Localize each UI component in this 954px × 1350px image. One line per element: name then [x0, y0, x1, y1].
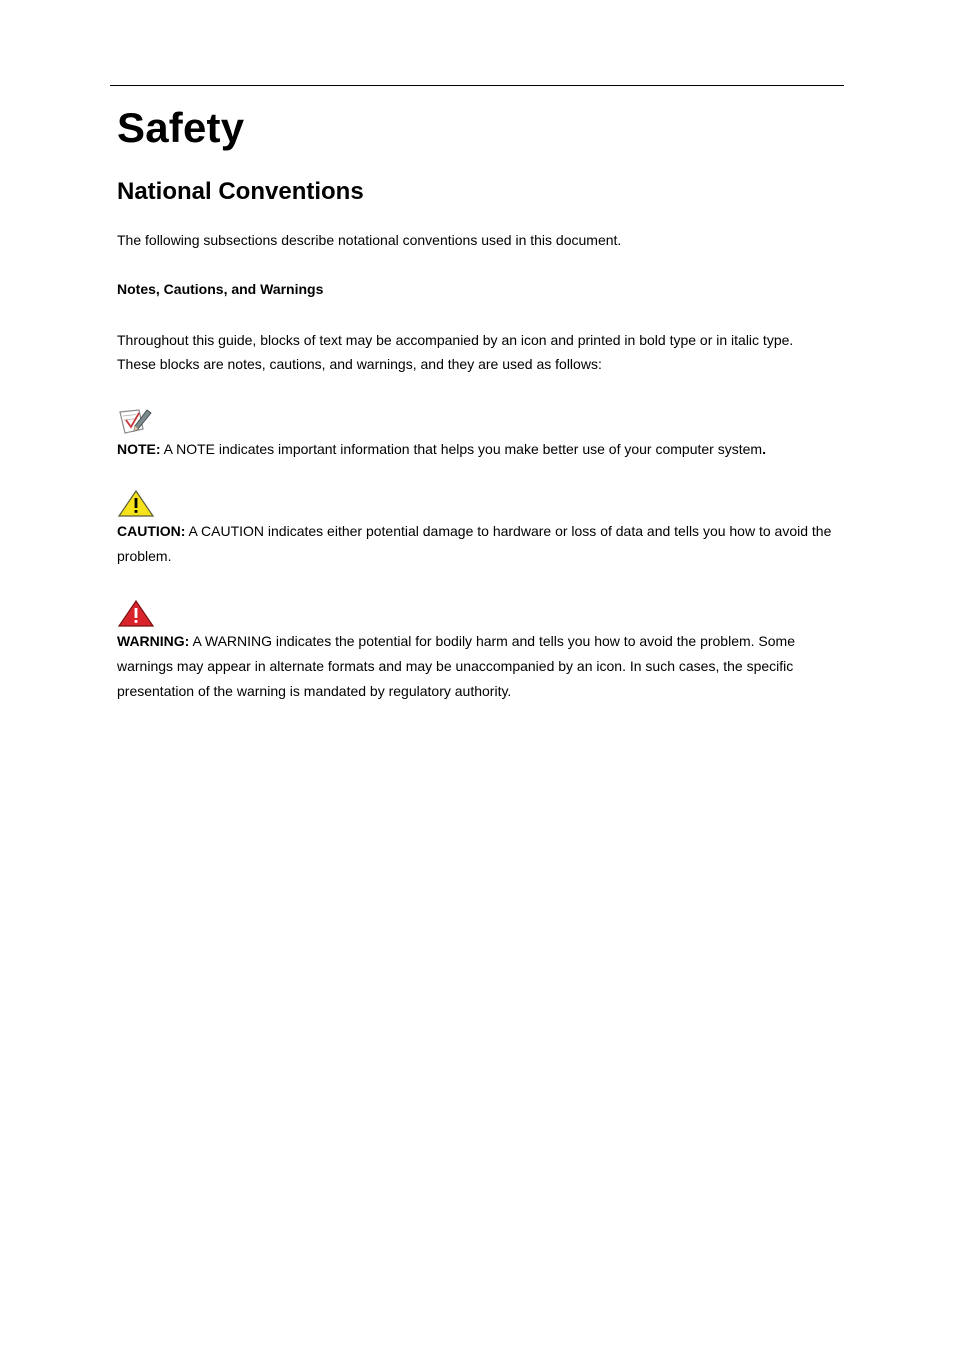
page-content	[117, 100, 852, 704]
warning-text	[117, 629, 852, 704]
caution-triangle-icon	[117, 489, 155, 519]
section-title: National Conventions	[117, 178, 364, 205]
page-title: Safety	[117, 104, 245, 151]
subsection-heading: Notes, Cautions, and Warnings	[117, 281, 324, 297]
note-block	[117, 407, 852, 462]
caution-label: CAUTION:	[117, 523, 186, 539]
note-body: A NOTE indicates important information that helps you make better use of your computer system	[160, 441, 763, 457]
conventions-line-1: Throughout this guide, blocks of text may be accompanied by an icon and printed in bold type or in italic type.	[117, 332, 794, 348]
intro-paragraph: The following subsections describe notational conventions used in this document.	[117, 232, 622, 248]
warning-block	[117, 599, 852, 704]
warning-label: WARNING:	[117, 633, 190, 649]
caution-block	[117, 489, 852, 569]
caution-body: A CAUTION indicates either potential damage to hardware or loss of data and tells you how to avoid the problem.	[117, 523, 832, 564]
note-label: NOTE:	[117, 441, 161, 457]
header-rule	[110, 85, 844, 86]
conventions-line-2: These blocks are notes, cautions, and warnings, and they are used as follows:	[117, 356, 602, 372]
note-pencil-icon	[117, 407, 155, 437]
note-end: .	[762, 441, 766, 457]
caution-text	[117, 519, 852, 569]
warning-body: A WARNING indicates the potential for bodily harm and tells you how to avoid the problem. Some warnings may appear in alternate formats and may be unaccompanied by an icon. In such cases, the specific presentation of the warning is mandated by regulatory authority.	[117, 633, 796, 699]
conventions-paragraph	[117, 328, 852, 376]
warning-triangle-icon	[117, 599, 155, 629]
note-text	[117, 437, 852, 462]
